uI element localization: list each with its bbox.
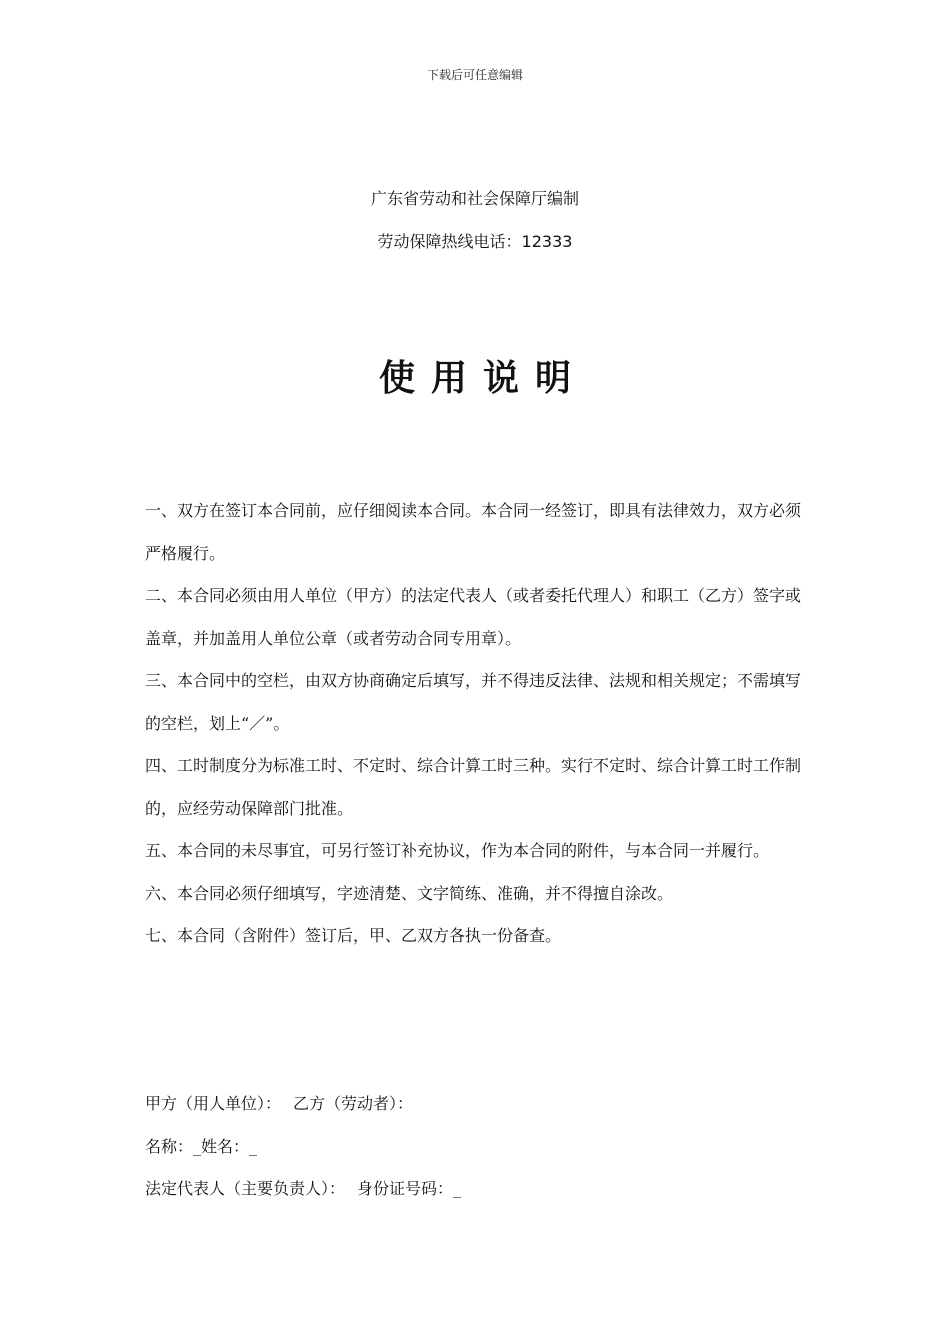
- publisher-line: 广东省劳动和社会保障厅编制: [370, 189, 579, 208]
- parties-section: [145, 1083, 805, 1211]
- name-row: [145, 1126, 805, 1169]
- header-note: 下载后可任意编辑: [426, 68, 523, 82]
- hotline-number: 12333: [521, 232, 573, 251]
- id-number-label: 身份证号码：_: [357, 1179, 462, 1198]
- party-b-label: 乙方（劳动者）：: [293, 1094, 414, 1113]
- party-labels-row: [145, 1083, 805, 1126]
- person-name-label: 姓名：_: [201, 1136, 258, 1156]
- instruction-item: 三、本合同中的空栏，由双方协商确定后填写，并不得违反法律、法规和相关规定；不需填写的空栏，划上“／”。: [145, 671, 802, 733]
- legal-rep-label: 法定代表人（主要负责人）：: [145, 1179, 346, 1198]
- instruction-item: 一、双方在签订本合同前，应仔细阅读本合同。本合同一经签订，即具有法律效力，双方必须严格履行。: [145, 501, 802, 563]
- instructions-list: [145, 490, 805, 958]
- hotline-line: [0, 229, 950, 252]
- instruction-item: 五、本合同的未尽事宜，可另行签订补充协议，作为本合同的附件，与本合同一并履行。: [145, 841, 770, 860]
- page-title: 使用说明: [378, 357, 587, 399]
- instruction-item: 六、本合同必须仔细填写，字迹清楚、文字简练、准确，并不得擅自涂改。: [145, 883, 674, 903]
- legal-rep-row: [145, 1168, 805, 1211]
- hotline-label: 劳动保障热线电话：: [377, 232, 522, 251]
- instruction-item: 二、本合同必须由用人单位（甲方）的法定代表人（或者委托代理人）和职工（乙方）签字或盖章，并加盖用人单位公章（或者劳动合同专用章）。: [145, 586, 802, 648]
- party-a-label: 甲方（用人单位）：: [145, 1094, 282, 1113]
- company-name-label: 名称：_: [145, 1136, 202, 1156]
- instruction-item: 七、本合同（含附件）签订后，甲、乙双方各执一份备查。: [145, 926, 562, 945]
- instruction-item: 四、工时制度分为标准工时、不定时、综合计算工时三种。实行不定时、综合计算工时工作制的，应经劳动保障部门批准。: [145, 756, 802, 818]
